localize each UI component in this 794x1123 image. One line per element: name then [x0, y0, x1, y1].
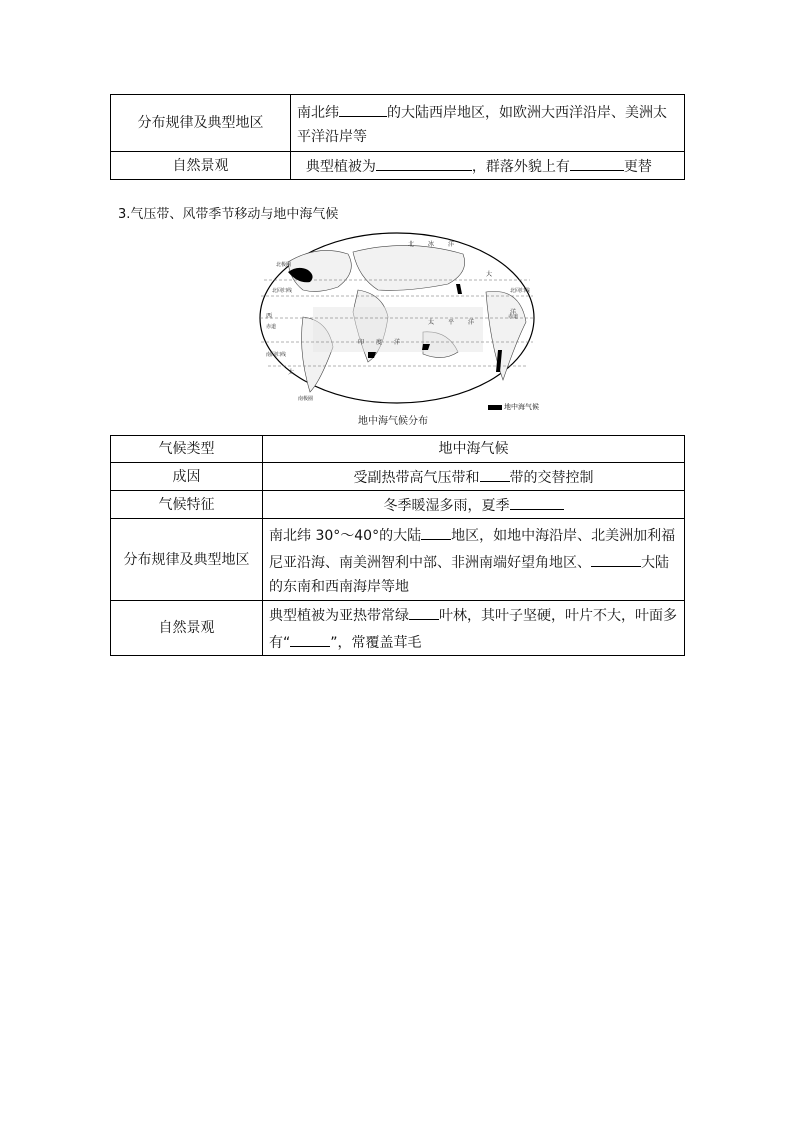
map-label: 西 — [266, 313, 273, 320]
map-label: 太 — [428, 319, 435, 326]
fill-blank[interactable] — [510, 491, 564, 510]
legend-swatch — [488, 405, 502, 410]
map-label: 赤道 — [508, 314, 519, 320]
text-segment: ”，常覆盖茸毛 — [330, 635, 422, 651]
fill-blank[interactable] — [421, 521, 451, 540]
fill-blank[interactable] — [570, 152, 624, 171]
row-label-distribution: 分布规律及典型地区 — [111, 95, 291, 152]
map-label: 平 — [448, 319, 455, 326]
row-label-landscape: 自然景观 — [111, 601, 263, 656]
section-title: 3.气压带、风带季节移动与地中海气候 — [118, 207, 339, 222]
text-segment: 更替 — [623, 159, 652, 175]
fill-blank[interactable] — [480, 463, 510, 482]
map-label: 南极圈 — [298, 396, 314, 402]
text-segment: ，群落外貌上有 — [471, 159, 570, 175]
row-content-distribution — [263, 519, 685, 601]
fill-blank[interactable] — [376, 152, 472, 171]
text-segment: 带的交替控制 — [509, 470, 594, 486]
text-segment: 受副热带高气压带和 — [353, 470, 480, 486]
header-value: 地中海气候 — [263, 436, 685, 463]
fill-blank[interactable] — [409, 601, 439, 620]
legend-label: 地中海气候 — [504, 403, 539, 411]
text-segment: 南北纬 — [297, 104, 339, 121]
map-label: 北回归线 — [272, 288, 293, 294]
text-segment: 的大陆西岸地区，如欧洲大西洋沿岸、美洲太平洋沿岸等 — [297, 104, 667, 145]
map-label: 北极圈 — [276, 262, 292, 268]
row-label-feature: 气候特征 — [111, 491, 263, 519]
map-label: 北回归线 — [510, 288, 531, 294]
map-label: 北 — [408, 241, 415, 248]
fill-blank[interactable] — [591, 548, 641, 567]
map-label: 赤道 — [266, 324, 277, 330]
text-segment: 地区，如地中海沿岸、北美洲加利福尼亚沿海、南美洲智利中部、非洲南端好望角地区、 — [269, 527, 676, 571]
row-label-cause: 成因 — [111, 463, 263, 491]
text-segment: 大陆的东南和西南海岸等地 — [269, 554, 669, 595]
row-content-distribution — [291, 95, 685, 152]
text-segment: 典型植被为 — [305, 159, 376, 175]
map-legend — [488, 402, 539, 412]
mediterranean-climate-table — [110, 435, 685, 656]
map-label: 洋 — [448, 241, 455, 248]
row-content-landscape — [263, 601, 685, 656]
map-label: 冰 — [428, 241, 435, 248]
map-label: 洋 — [394, 339, 401, 346]
map-label: 太 — [288, 369, 295, 376]
map-label: 度 — [376, 339, 383, 346]
fill-blank[interactable] — [290, 628, 330, 647]
header-label: 气候类型 — [111, 436, 263, 463]
text-segment: 叶林，其叶子坚硬，叶片不大，叶面多有“ — [269, 608, 677, 651]
text-segment: 南北纬 30°～40°的大陆 — [269, 527, 422, 544]
vegetation-table — [110, 94, 685, 180]
map-caption: 地中海气候分布 — [358, 416, 428, 427]
text-segment: 典型植被为亚热带常绿 — [269, 608, 409, 624]
fill-blank[interactable] — [339, 98, 387, 117]
row-label-distribution: 分布规律及典型地区 — [111, 519, 263, 601]
map-label: 洋 — [510, 309, 517, 316]
mediterranean-climate-map — [258, 232, 536, 412]
text-segment: 冬季暖湿多雨，夏季 — [383, 498, 510, 514]
map-label: 印 — [358, 339, 365, 346]
row-label-landscape: 自然景观 — [111, 152, 291, 180]
map-label: 南回归线 — [266, 352, 287, 358]
row-content-cause — [263, 463, 685, 491]
row-content-feature — [263, 491, 685, 519]
map-label: 大 — [486, 271, 493, 278]
map-label: 洋 — [468, 319, 475, 326]
row-content-landscape — [291, 152, 685, 180]
